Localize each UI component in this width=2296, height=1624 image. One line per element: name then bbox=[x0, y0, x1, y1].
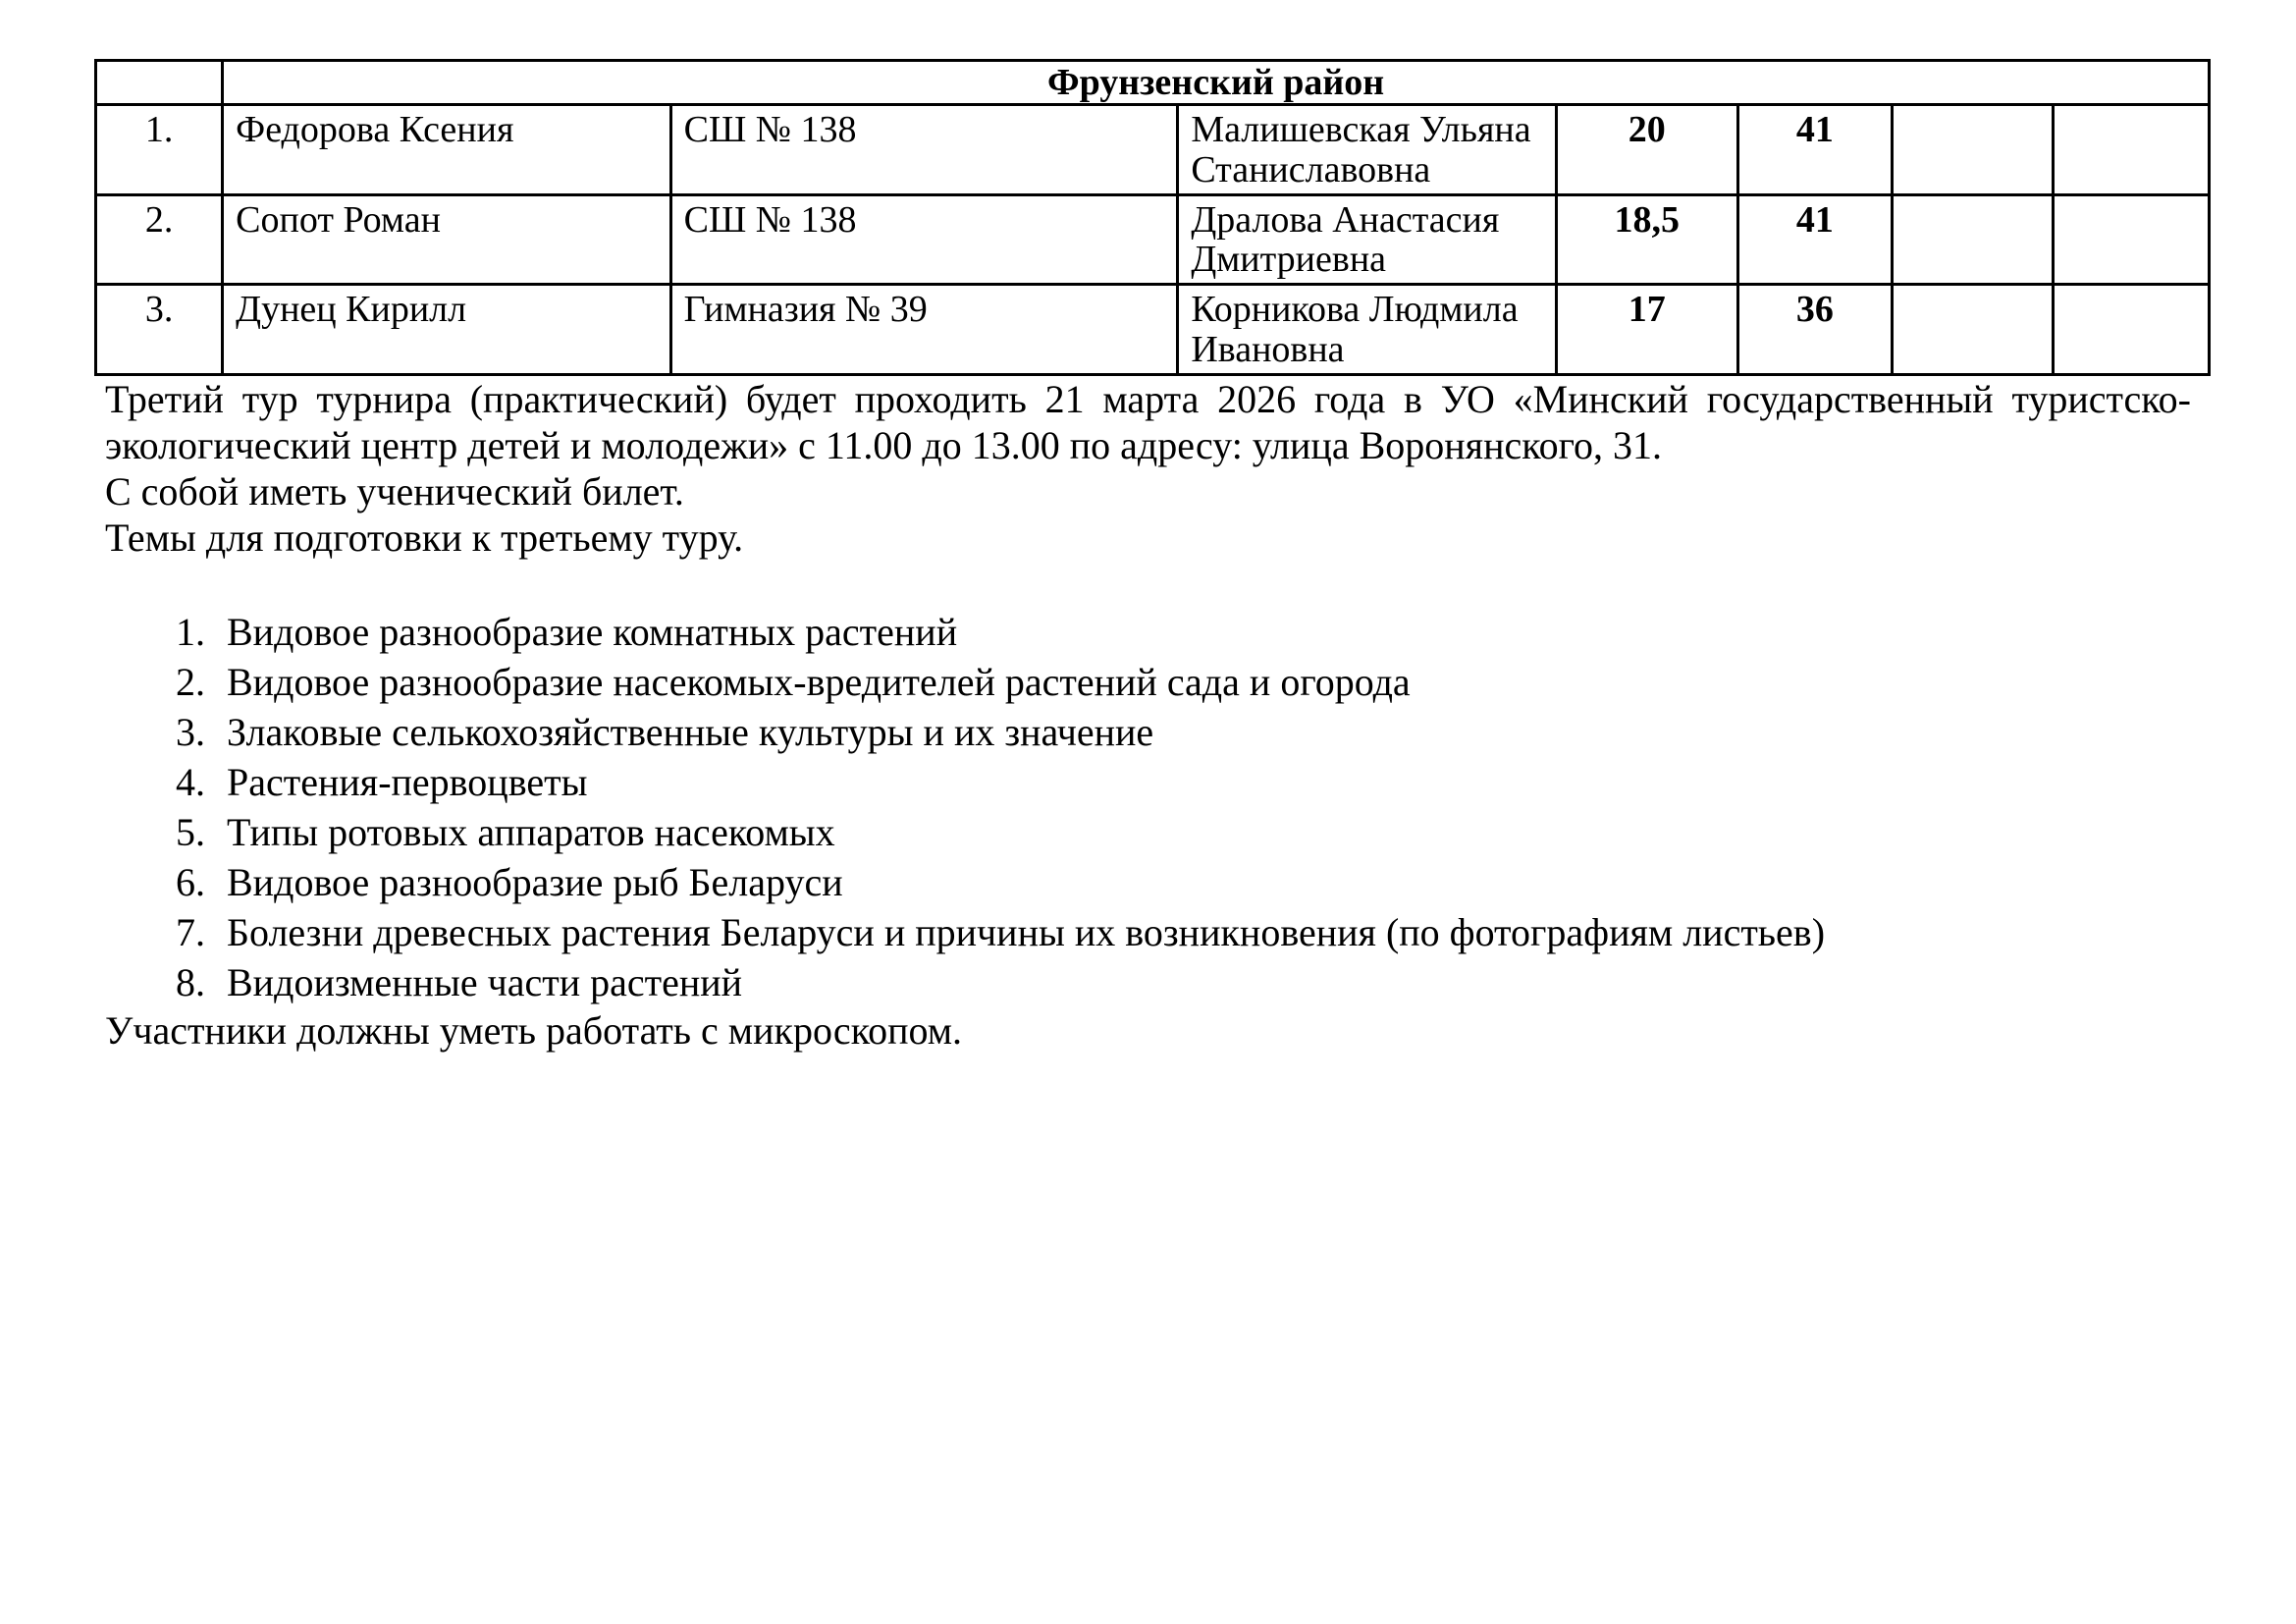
topics-list bbox=[105, 607, 2191, 1007]
bring-paragraph: С собой иметь ученический билет. bbox=[105, 469, 684, 514]
topic-item bbox=[105, 907, 2191, 957]
cell-school: СШ № 138 bbox=[670, 194, 1178, 285]
table-row bbox=[96, 194, 2210, 285]
cell-name: Дунец Кирилл bbox=[223, 285, 670, 375]
topic-item bbox=[105, 807, 2191, 857]
topic-number: 7. bbox=[176, 909, 205, 954]
topic-number: 1. bbox=[176, 609, 205, 654]
topic-item bbox=[105, 657, 2191, 707]
cell-empty2 bbox=[2053, 194, 2209, 285]
document-body bbox=[105, 376, 2191, 1054]
cell-teacher: Дралова Анастасия Дмитриевна bbox=[1178, 194, 1556, 285]
topic-item bbox=[105, 757, 2191, 807]
cell-teacher: Корникова Людмила Ивановна bbox=[1178, 285, 1556, 375]
topic-item bbox=[105, 857, 2191, 907]
results-table bbox=[94, 59, 2211, 376]
topic-text: Растения-первоцветы bbox=[227, 759, 588, 804]
cell-empty1 bbox=[1893, 105, 2054, 195]
cell-score2: 36 bbox=[1737, 285, 1892, 375]
table-corner-cell bbox=[96, 61, 223, 105]
cell-score1: 20 bbox=[1556, 105, 1737, 195]
cell-name: Сопот Роман bbox=[223, 194, 670, 285]
topic-number: 5. bbox=[176, 809, 205, 854]
cell-school: Гимназия № 39 bbox=[670, 285, 1178, 375]
cell-school: СШ № 138 bbox=[670, 105, 1178, 195]
footer-paragraph: Участники должны уметь работать с микроскопом. bbox=[105, 1007, 963, 1053]
topic-item bbox=[105, 707, 2191, 757]
topic-number: 3. bbox=[176, 709, 205, 754]
topic-number: 6. bbox=[176, 859, 205, 904]
cell-score2: 41 bbox=[1737, 194, 1892, 285]
intro-paragraph: Третий тур турнира (практический) будет проходить 21 марта 2026 года в УО «Минский государственный туристско-экологический центр детей и молодежи» с 11.00 до 13.00 по адресу: улица Воронянского, 31. bbox=[105, 376, 2191, 468]
cell-score2: 41 bbox=[1737, 105, 1892, 195]
topics-title: Темы для подготовки к третьему туру. bbox=[105, 515, 744, 561]
cell-num: 2. bbox=[96, 194, 223, 285]
table-row bbox=[96, 285, 2210, 375]
table-header-row bbox=[96, 61, 2210, 105]
cell-score1: 18,5 bbox=[1556, 194, 1737, 285]
topic-text: Видовое разнообразие насекомых-вредителей растений сада и огорода bbox=[227, 659, 1411, 704]
topic-item bbox=[105, 607, 2191, 657]
topic-text: Видовое разнообразие рыб Беларуси bbox=[227, 859, 843, 904]
topic-item bbox=[105, 957, 2191, 1007]
topic-text: Видоизменные части растений bbox=[227, 959, 743, 1004]
topic-text: Типы ротовых аппаратов насекомых bbox=[227, 809, 835, 854]
table-row bbox=[96, 105, 2210, 195]
cell-num: 3. bbox=[96, 285, 223, 375]
cell-empty2 bbox=[2053, 105, 2209, 195]
cell-num: 1. bbox=[96, 105, 223, 195]
topic-number: 4. bbox=[176, 759, 205, 804]
cell-empty1 bbox=[1893, 285, 2054, 375]
topic-text: Видовое разнообразие комнатных растений bbox=[227, 609, 958, 654]
topic-number: 8. bbox=[176, 959, 205, 1004]
cell-teacher: Малишевская Ульяна Станиславовна bbox=[1178, 105, 1556, 195]
cell-empty1 bbox=[1893, 194, 2054, 285]
cell-empty2 bbox=[2053, 285, 2209, 375]
topic-number: 2. bbox=[176, 659, 205, 704]
topic-text: Болезни древесных растения Беларуси и причины их возникновения (по фотографиям листьев) bbox=[227, 909, 1826, 954]
cell-score1: 17 bbox=[1556, 285, 1737, 375]
district-header-cell: Фрунзенский район bbox=[223, 61, 2210, 105]
cell-name: Федорова Ксения bbox=[223, 105, 670, 195]
topic-text: Злаковые селькохозяйственные культуры и их значение bbox=[227, 709, 1154, 754]
